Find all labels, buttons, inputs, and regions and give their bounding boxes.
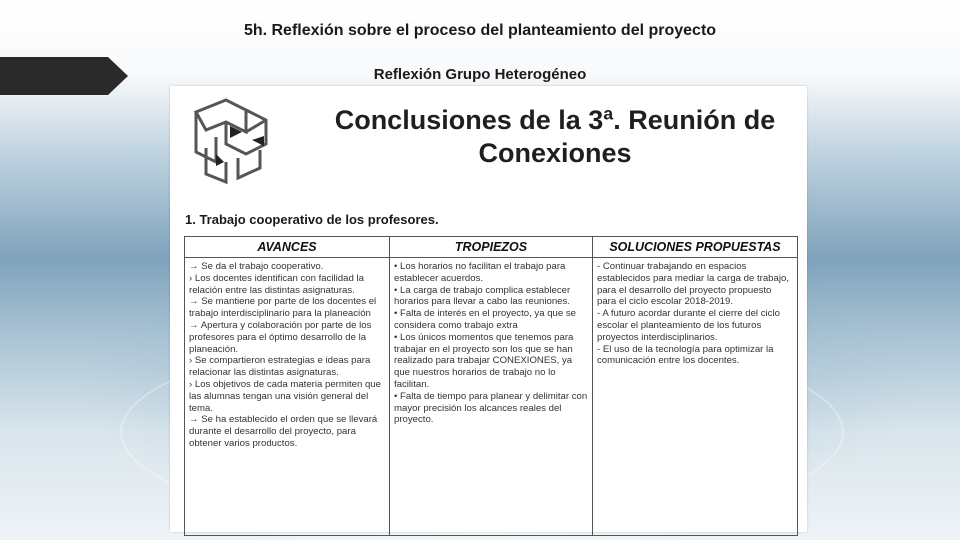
avances-cell: [185, 258, 390, 536]
table-row: [185, 258, 798, 536]
list-item: • La carga de trabajo complica establecer horarios para llevar a cabo las reuniones.: [394, 284, 571, 308]
soluciones-cell: [593, 258, 798, 536]
main-heading-line2: Conexiones: [478, 138, 632, 168]
list-item: › Los docentes identifican con facilidad la relación entre las distintas asignaturas.: [189, 272, 364, 296]
column-header-avances: AVANCES: [185, 237, 390, 258]
conclusions-table: [184, 236, 798, 536]
list-item: → Se ha establecido el orden que se llevará durante el desarrollo del proyecto, para obtener varios productos.: [189, 414, 378, 449]
page-subtitle: Reflexión Grupo Heterogéneo: [373, 66, 587, 83]
list-item: • Falta de tiempo para planear y delimitar con mayor precisión los alcances reales del proyecto.: [394, 390, 588, 426]
list-item: → Se da el trabajo cooperativo.: [189, 261, 324, 272]
list-item: - El uso de la tecnología para optimizar la comunicación entre los docentes.: [597, 343, 774, 367]
list-item: → Se mantiene por parte de los docentes el trabajo interdisciplinario para la planeación: [189, 296, 377, 320]
list-item: - A futuro acordar durante el cierre del ciclo escolar el planteamiento de los futuros proyectos interdisciplinarios.: [597, 308, 780, 343]
list-item: • Falta de interés en el proyecto, ya que se considera como trabajo extra: [394, 308, 577, 331]
main-heading-line1: Conclusiones de la 3ª. Reunión de: [334, 105, 776, 135]
section-label: 1. Trabajo cooperativo de los profesores.: [185, 212, 439, 227]
document-slide: [170, 86, 807, 532]
list-item: › Se compartieron estrategias e ideas para relacionar las distintas asignaturas.: [189, 355, 371, 379]
page-title: 5h. Reflexión sobre el proceso del planteamiento del proyecto: [243, 22, 717, 39]
list-item: › Los objetivos de cada materia permiten que las alumnas tengan una visión general del tema.: [189, 378, 381, 414]
list-item: - Continuar trabajando en espacios establecidos para mediar la carga de trabajo, para el desarrollo del proyecto propuesto para el ciclo escolar 2018-2019.: [597, 261, 789, 308]
tropiezos-cell: [390, 258, 593, 536]
conexiones-logo-icon: [186, 92, 282, 184]
table-header-row: [185, 237, 798, 258]
list-item: → Apertura y colaboración por parte de los profesores para el óptimo desarrollo de la planeación.: [189, 319, 372, 355]
list-item: • Los únicos momentos que tenemos para trabajar en el proyecto son los que se han realizado para trabajar CONEXIONES, ya que nuestros horarios de trabajo no lo facilitan.: [394, 331, 574, 390]
column-header-tropiezos: TROPIEZOS: [390, 237, 593, 258]
main-heading: [310, 104, 800, 170]
list-item: • Los horarios no facilitan el trabajo para establecer acuerdos.: [394, 261, 566, 284]
column-header-soluciones: SOLUCIONES PROPUESTAS: [593, 237, 798, 258]
